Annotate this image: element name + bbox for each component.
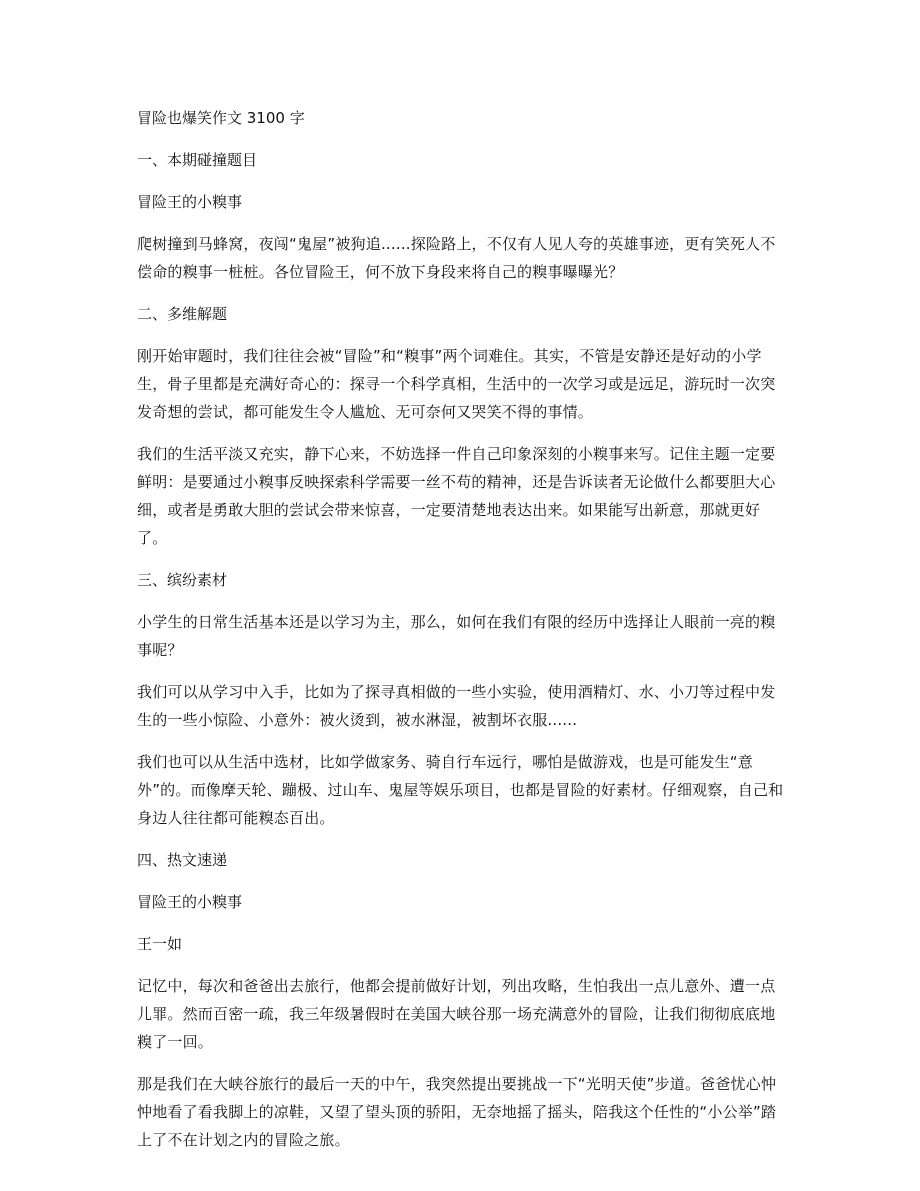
material-paragraph-1: 小学生的日常生活基本还是以学习为主，那么，如何在我们有限的经历中选择让人眼前一亮的糗事呢？: [137, 613, 776, 659]
analysis-paragraph-1: 刚开始审题时，我们往往会被“冒险”和“糗事”两个词难住。其实，不管是安静还是好动的小学生，骨子里都是充满好奇心的：探寻一个科学真相，生活中的一次学习或是远足，游玩时一次突发奇想的尝试，都可能发生令人尴尬、无可奈何又哭笑不得的事情。: [137, 347, 776, 421]
analysis-paragraph-2: 我们的生活平淡又充实，静下心来，不妨选择一件自己印象深刻的小糗事来写。记住主题一定要鲜明：是要通过小糗事反映探索科学需要一丝不苟的精神，还是告诉读者无论做什么都要胆大心细，或者是勇敢大胆的尝试会带来惊喜，一定要清楚地表达出来。如果能写出新意，那就更好了。: [137, 445, 776, 547]
section-heading-materials: 三、缤纷素材: [137, 571, 228, 589]
section-heading-analysis: 二、多维解题: [137, 305, 228, 323]
material-paragraph-3: 我们也可以从生活中选材，比如学做家务、骑自行车远行，哪怕是做游戏，也是可能发生“意外”的。而像摩天轮、蹦极、过山车、鬼屋等娱乐项目，也都是冒险的好素材。仔细观察，自己和身边人往往都可能糗态百出。: [137, 753, 784, 827]
essay-author: 王一如: [137, 935, 183, 953]
essay-paragraph-2: 那是我们在大峡谷旅行的最后一天的中午，我突然提出要挑战一下“光明天使”步道。爸爸忧心忡忡地看了看我脚上的凉鞋，又望了望头顶的骄阳，无奈地摇了摇头，陪我这个任性的“小公举”踏上了不在计划之内的冒险之旅。: [137, 1075, 777, 1149]
essay-title: 冒险王的小糗事: [137, 893, 243, 911]
topic-title: 冒险王的小糗事: [137, 193, 243, 211]
material-paragraph-2: 我们可以从学习中入手，比如为了探寻真相做的一些小实验，使用酒精灯、水、小刀等过程中发生的一些小惊险、小意外：被火烫到，被水淋湿，被割坏衣服......: [137, 683, 776, 729]
section-heading-essay: 四、热文速递: [137, 851, 228, 869]
section-heading-topic: 一、本期碰撞题目: [137, 151, 258, 169]
essay-paragraph-1: 记忆中，每次和爸爸出去旅行，他都会提前做好计划，列出攻略，生怕我出一点儿意外、遭一点儿罪。然而百密一疏，我三年级暑假时在美国大峡谷那一场充满意外的冒险，让我们彻彻底底地糗了一回。: [137, 977, 776, 1051]
document-body: [137, 104, 785, 1154]
document-title: 冒险也爆笑作文 3100 字: [137, 109, 305, 127]
topic-paragraph: 爬树撞到马蜂窝，夜闯“鬼屋”被狗追......探险路上，不仅有人见人夸的英雄事迹，更有笑死人不偿命的糗事一桩桩。各位冒险王，何不放下身段来将自己的糗事曝曝光？: [137, 235, 776, 281]
